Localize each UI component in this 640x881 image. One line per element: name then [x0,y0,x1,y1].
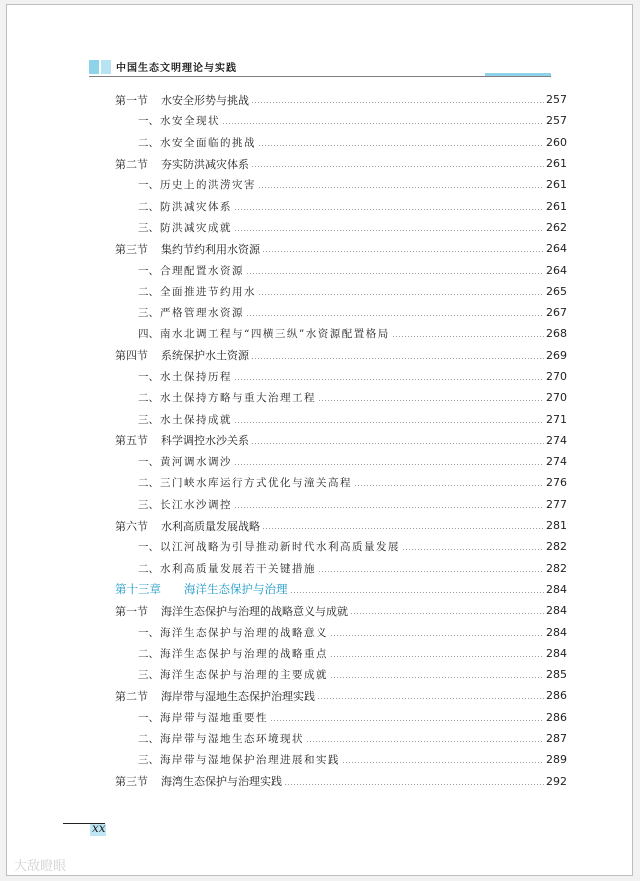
toc-entry-number: 二、 [138,477,159,490]
toc-entry-label [0,263,244,278]
toc-entry-number: 第四节 [115,349,148,363]
toc-entry-title: 海岸带与湿地重要性 [160,711,268,724]
toc-entry-label [0,305,244,320]
toc-entry-page: 269 [546,348,567,362]
dot-leader [246,315,544,316]
toc-entry-number: 一、 [138,626,159,639]
dot-leader [251,166,544,167]
toc-entry-item[interactable] [0,323,640,344]
toc-entry-sec[interactable] [0,89,640,110]
dot-leader [318,571,544,572]
toc-entry-item[interactable] [0,132,640,153]
watermark: 大敌瞪眼 [14,859,67,874]
dot-leader [290,592,545,593]
header-color-block [89,60,99,74]
toc-entry-title: 海岸带与湿地保护治理进展和实践 [160,754,340,767]
toc-entry-title: 防洪减灾成就 [160,221,232,234]
toc-entry-page: 270 [546,370,567,383]
toc-entry-title: 水利高质量发展若干关键措施 [160,562,316,575]
toc-entry-title: 水土保持历程 [160,371,232,383]
toc-entry-item[interactable] [0,643,640,664]
toc-entry-page: 284 [546,582,567,596]
toc-entry-label [0,284,256,299]
toc-entry-title: 系统保护水土资源 [161,349,249,363]
toc-entry-sec[interactable] [0,771,640,792]
dot-leader [246,273,544,274]
toc-entry-number: 第一节 [115,93,148,107]
table-of-contents [0,89,640,792]
toc-entry-page: 277 [546,497,567,511]
dot-leader [402,549,544,550]
dot-leader [330,677,544,678]
toc-entry-label [0,454,232,469]
toc-entry-number: 三、 [138,669,159,682]
toc-entry-label [0,347,249,363]
toc-entry-page: 261 [546,178,567,192]
toc-entry-number: 第二节 [115,157,148,171]
toc-entry-number: 二、 [138,200,159,213]
toc-entry-label [0,688,315,704]
toc-entry-page: 261 [546,199,567,213]
toc-entry-label [0,475,352,490]
toc-entry-title: 夯实防洪减灾体系 [161,157,249,171]
toc-entry-number: 一、 [138,456,159,469]
dot-leader [270,720,544,721]
toc-entry-page: 274 [546,455,567,469]
dot-leader [306,741,544,742]
toc-entry-label [0,412,232,427]
toc-entry-label [0,156,249,172]
toc-entry-title: 严格管理水资源 [160,307,244,320]
toc-entry-title: 海洋生态保护与治理的主要成就 [160,669,328,682]
toc-entry-label [0,92,249,108]
toc-entry-item[interactable] [0,728,640,749]
toc-entry-label [0,241,260,257]
toc-entry-label [0,752,340,767]
dot-leader [258,294,544,295]
dot-leader [258,145,544,146]
toc-entry-label [0,432,249,448]
toc-entry-label [0,561,316,576]
toc-entry-number: 第三节 [115,242,148,256]
toc-entry-number: 二、 [138,733,159,746]
dot-leader [318,400,544,401]
toc-entry-page: 261 [546,157,567,171]
toc-entry-item[interactable] [0,707,640,728]
toc-entry-sec[interactable] [0,600,640,621]
header-color-block [101,60,111,74]
toc-entry-number: 一、 [138,179,159,192]
toc-entry-title: 海洋生态保护与治理的战略意义与成就 [161,604,348,618]
toc-entry-sec[interactable] [0,685,640,706]
toc-entry-sec[interactable] [0,345,640,366]
toc-entry-page: 267 [546,306,567,320]
toc-entry-title: 集约节约利用水资源 [161,242,260,256]
toc-entry-label [0,603,348,619]
toc-entry-label [0,326,390,341]
toc-entry-number: 第五节 [115,434,148,448]
toc-entry-number: 三、 [138,754,159,767]
toc-entry-title: 防洪减灾体系 [160,200,232,213]
toc-entry-chap[interactable] [0,579,640,600]
dot-leader [354,485,544,486]
dot-leader [330,656,544,657]
toc-entry-item[interactable] [0,259,640,280]
toc-entry-title: 长江水沙调控 [160,498,232,511]
dot-leader [234,379,544,380]
dot-leader [330,635,544,636]
toc-entry-label [0,177,256,192]
dot-leader [251,102,544,103]
toc-entry-page: 292 [546,774,567,788]
toc-entry-item[interactable] [0,558,640,579]
toc-entry-title: 海洋生态保护与治理的战略意义 [160,626,328,639]
toc-entry-item[interactable] [0,408,640,429]
toc-entry-item[interactable] [0,387,640,408]
toc-entry-label [0,667,328,682]
toc-entry-page: 270 [546,391,567,405]
toc-entry-title: 海岸带与湿地生态保护治理实践 [161,689,315,703]
toc-entry-page: 287 [546,732,567,746]
running-header-title: 中国生态文明理论与实践 [116,63,237,74]
toc-entry-page: 282 [546,540,567,554]
toc-entry-number: 第一节 [115,604,148,618]
dot-leader [222,123,544,124]
toc-entry-number: 三、 [138,498,159,511]
toc-entry-number: 三、 [138,221,159,234]
toc-entry-label [0,539,400,554]
toc-entry-page: 284 [546,625,567,639]
dot-leader [251,358,544,359]
toc-entry-title: 海岸带与湿地生态环境现状 [160,733,304,746]
dot-leader [234,464,544,465]
toc-entry-number: 二、 [138,647,159,660]
dot-leader [234,422,544,423]
toc-entry-page: 285 [546,668,567,682]
dot-leader [317,698,544,699]
toc-entry-page: 276 [546,476,567,490]
toc-entry-item[interactable] [0,494,640,515]
toc-entry-item[interactable] [0,195,640,216]
toc-entry-item[interactable] [0,302,640,323]
toc-entry-number: 第三节 [115,775,148,789]
toc-entry-number: 一、 [138,541,159,554]
toc-entry-label [0,581,288,597]
toc-entry-title: 全面推进节约用水 [160,285,256,298]
toc-entry-number: 第十三章 [115,582,161,597]
toc-entry-sec[interactable] [0,515,640,536]
toc-entry-title: 水土保持成就 [160,413,232,426]
toc-entry-title: 科学调控水沙关系 [161,434,249,448]
toc-entry-label [0,518,260,534]
toc-entry-title: 南水北调工程与“四横三纵”水资源配置格局 [160,328,390,341]
dot-leader [251,443,544,444]
toc-entry-number: 一、 [138,711,159,724]
toc-entry-title: 合理配置水资源 [160,264,244,277]
toc-entry-number: 二、 [138,285,159,298]
dot-leader [234,230,544,231]
toc-entry-label [0,220,232,235]
toc-entry-title: 黄河调水调沙 [160,456,232,469]
toc-entry-title: 三门峡水库运行方式优化与潼关高程 [160,477,352,490]
toc-entry-title: 海湾生态保护与治理实践 [161,775,282,789]
dot-leader [258,187,544,188]
toc-entry-label [0,135,256,150]
toc-entry-title: 历史上的洪涝灾害 [160,179,256,192]
toc-entry-label [0,773,282,789]
header-accent-bar [485,73,551,76]
toc-entry-item[interactable] [0,451,640,472]
toc-entry-item[interactable] [0,664,640,685]
dot-leader [262,251,544,252]
toc-entry-page: 274 [546,433,567,447]
toc-entry-page: 262 [546,220,567,234]
toc-entry-page: 289 [546,753,567,767]
toc-entry-item[interactable] [0,749,640,770]
toc-entry-page: 257 [546,93,567,107]
toc-entry-item[interactable] [0,217,640,238]
toc-entry-number: 四、 [138,328,159,341]
toc-entry-page: 268 [546,327,567,341]
toc-entry-title: 海洋生态保护与治理的战略重点 [160,647,328,660]
toc-entry-page: 284 [546,646,567,660]
header-rule [89,76,551,77]
toc-entry-title: 海洋生态保护与治理 [184,582,288,597]
toc-entry-sec[interactable] [0,153,640,174]
toc-entry-label [0,113,220,128]
toc-entry-page: 264 [546,263,567,277]
toc-entry-label [0,497,232,512]
toc-entry-item[interactable] [0,536,640,557]
toc-entry-number: 一、 [138,371,159,383]
toc-entry-label [0,369,232,384]
dot-leader [392,336,544,337]
toc-entry-title: 水利高质量发展战略 [161,519,260,533]
toc-entry-page: 284 [546,604,567,618]
toc-entry-page: 264 [546,242,567,256]
dot-leader [350,613,544,614]
dot-leader [262,528,544,529]
toc-entry-sec[interactable] [0,238,640,259]
toc-entry-number: 第二节 [115,689,148,703]
toc-entry-label [0,390,316,405]
page-number: xx [92,821,106,835]
toc-entry-page: 281 [546,519,567,533]
toc-entry-number: 二、 [138,392,159,405]
toc-entry-title: 以江河战略为引导推动新时代水利高质量发展 [160,541,400,554]
dot-leader [234,507,544,508]
toc-entry-item[interactable] [0,366,640,387]
toc-entry-item[interactable] [0,174,640,195]
toc-entry-number: 三、 [138,413,159,426]
toc-entry-label [0,710,268,725]
toc-entry-number: 一、 [138,264,159,277]
dot-leader [234,209,544,210]
toc-entry-page: 282 [546,561,567,575]
toc-entry-title: 水安全形势与挑战 [161,93,249,107]
toc-entry-title: 水安全面临的挑战 [160,136,256,149]
toc-entry-label [0,199,232,214]
toc-entry-number: 三、 [138,307,159,320]
toc-entry-number: 一、 [138,115,159,128]
toc-entry-label [0,646,328,661]
dot-leader [342,762,544,763]
toc-entry-page: 286 [546,689,567,703]
toc-entry-label [0,625,328,640]
toc-entry-item[interactable] [0,281,640,302]
toc-entry-page: 257 [546,114,567,128]
toc-entry-number: 第六节 [115,519,148,533]
toc-entry-number: 二、 [138,136,159,149]
toc-entry-page: 260 [546,135,567,149]
toc-entry-label [0,731,304,746]
toc-entry-title: 水土保持方略与重大治理工程 [160,392,316,405]
toc-entry-page: 286 [546,710,567,724]
toc-entry-sec[interactable] [0,430,640,451]
toc-entry-title: 水安全现状 [160,115,220,128]
toc-entry-page: 271 [546,412,567,426]
dot-leader [284,784,544,785]
toc-entry-number: 二、 [138,562,159,575]
toc-entry-page: 265 [546,284,567,298]
toc-entry-item[interactable] [0,472,640,493]
toc-entry-item[interactable] [0,621,640,642]
toc-entry-item[interactable] [0,110,640,131]
